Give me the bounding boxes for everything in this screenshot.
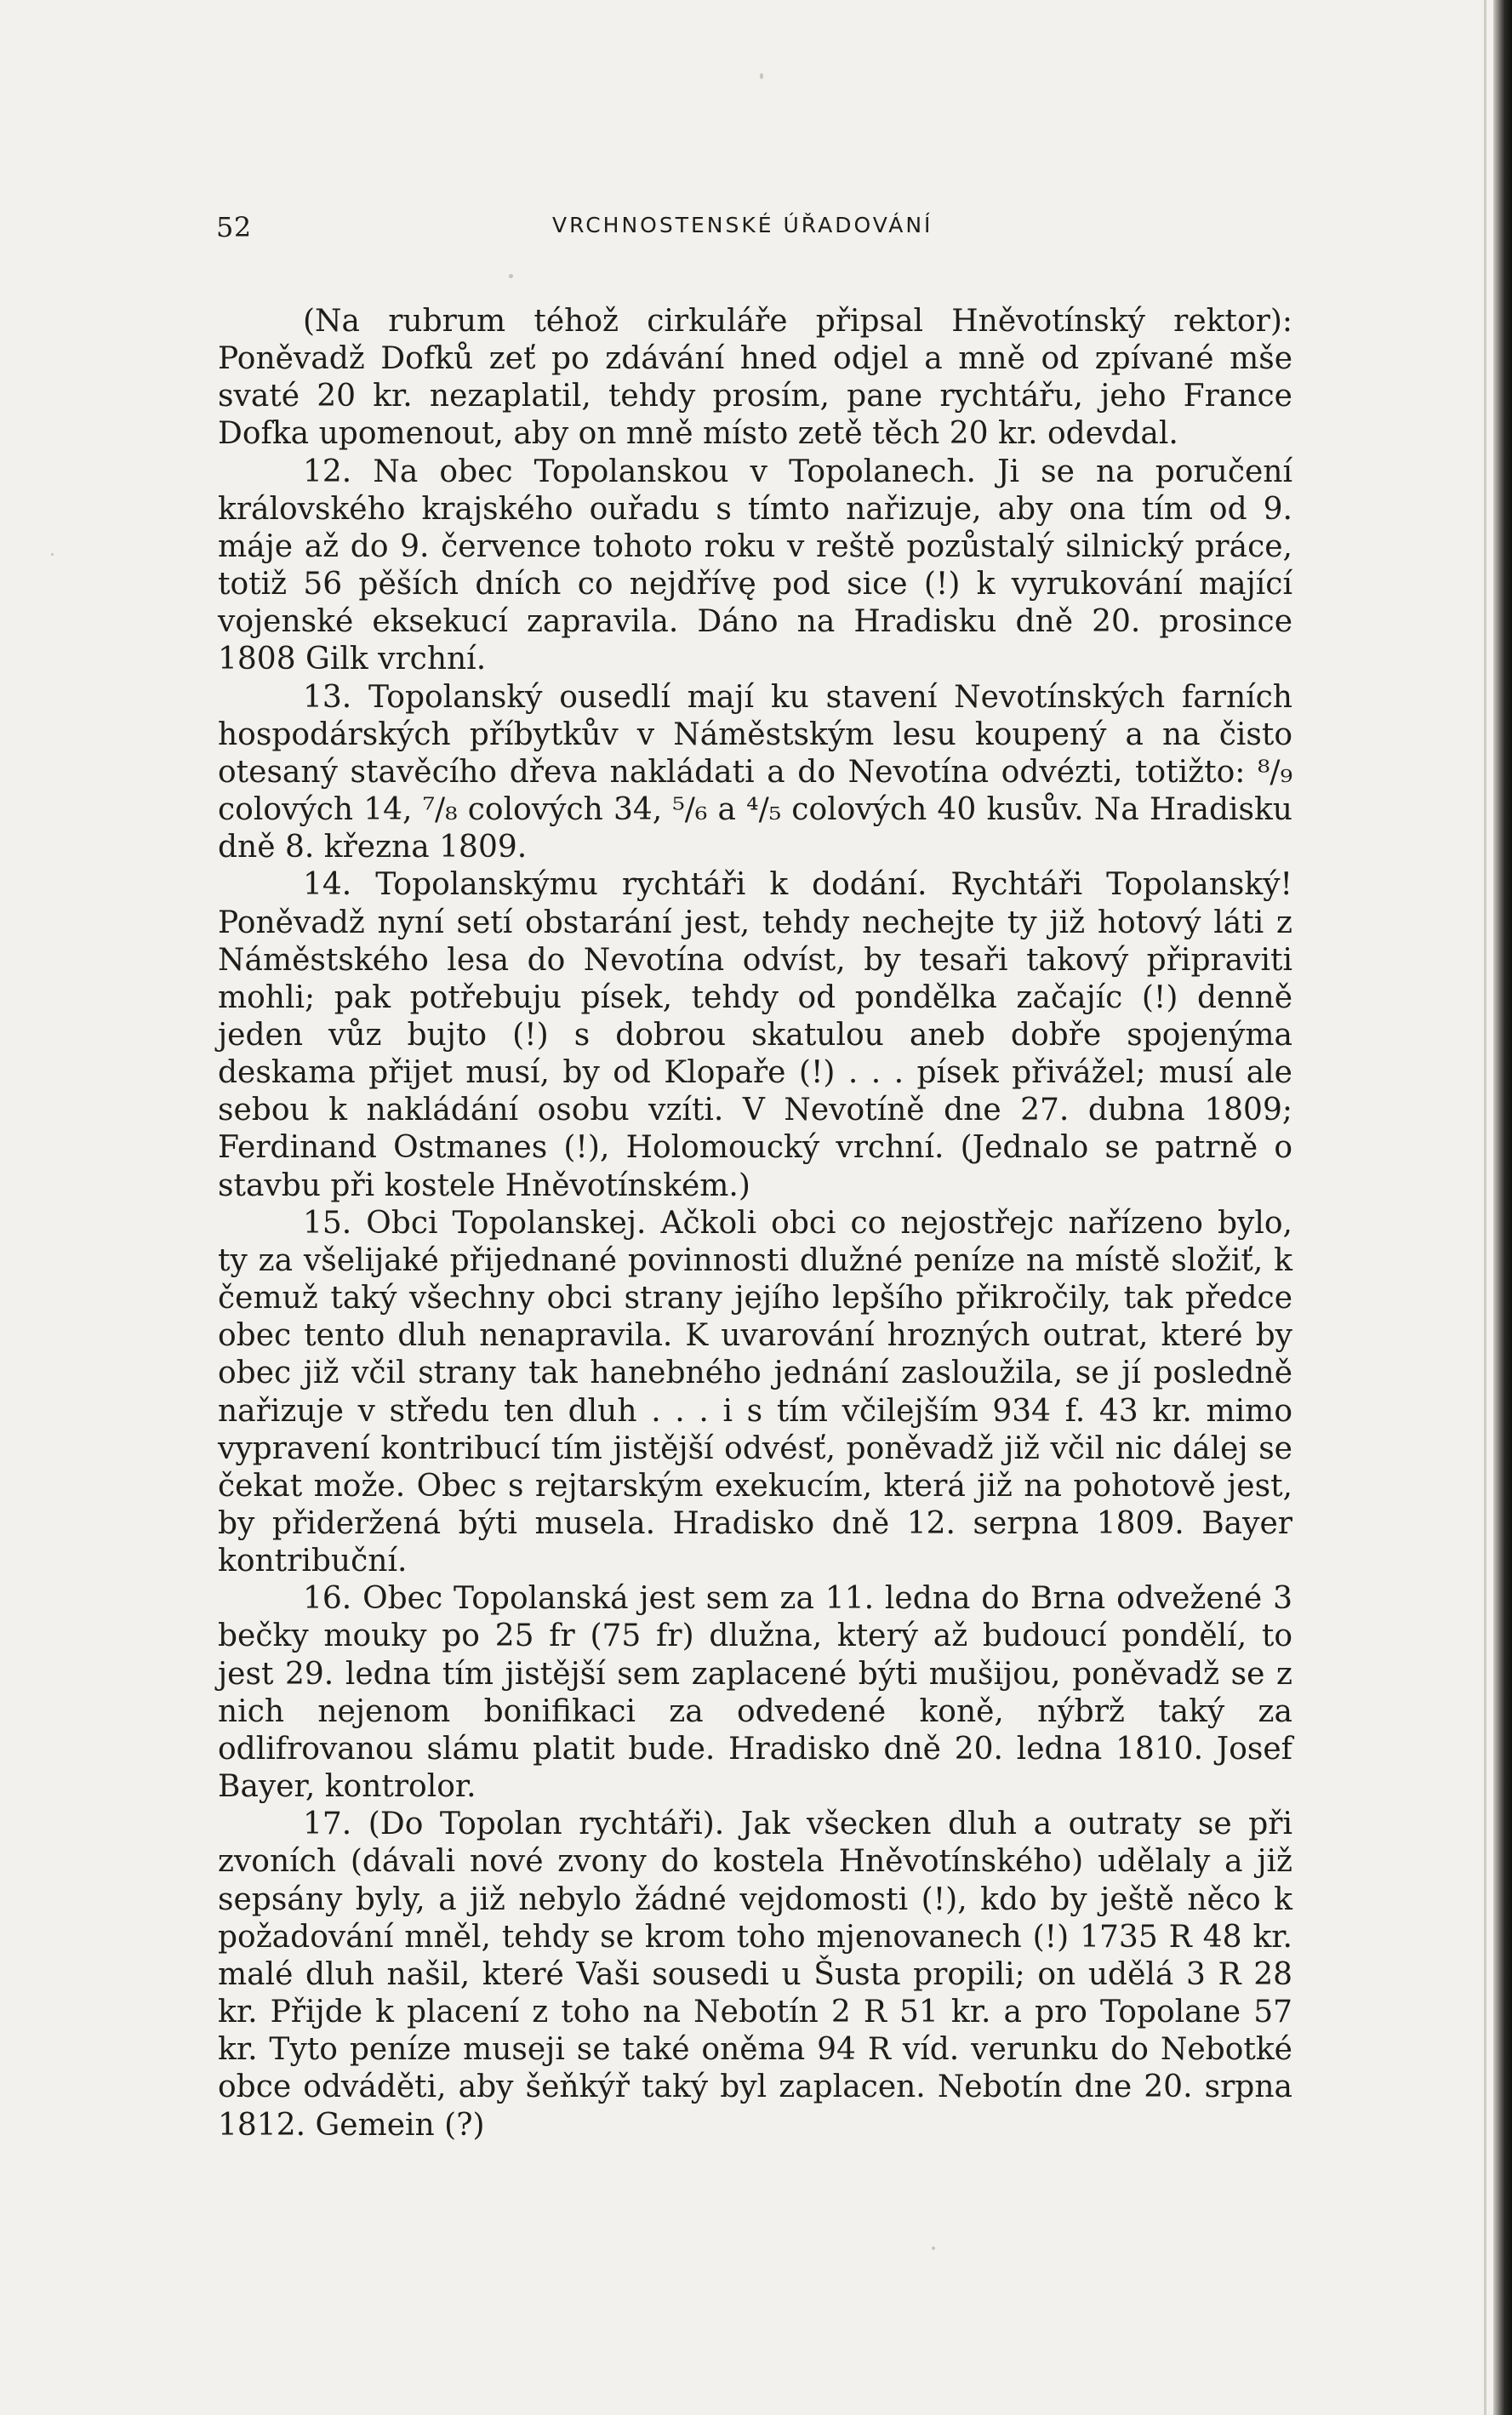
paragraph-16: 16. Obec Topolanská jest sem za 11. ledna do Brna odvežené 3 bečky mouky po 25 fr (75 fr) dlužna, který až budoucí pondělí, to jest 29. ledna tím jistější sem zaplacené býti mušijou, poněvadž se z nich nejenom bonifikaci za odvedené koně, nýbrž taký za odlifrovanou slámu platit bude. Hradisko dně 20. ledna 1810. Josef Bayer, kontrolor. [218,1581,1292,1805]
paragraph-14: 14. Topolanskýmu rychtáři k dodání. Rychtáři Topolanský! Poněvadž nyní setí obstarání jest, tehdy nechejte ty již hotový láti z Náměstského lesa do Nevotína odvíst, by tesaři takový připraviti mohli; pak potřebuju písek, tehdy od pondělka začajíc (!) denně jeden vůz bujto (!) s dobrou skatulou aneb dobře spojenýma deskama přijet musí, by od Klopaře (!) . . . písek přivážel; musí ale sebou k nakládání osobu vzíti. V Nevotíně dne 27. dubna 1809; Ferdinand Ostmanes (!), Holomoucký vrchní. (Jednalo se patrně o stavbu při kostele Hněvotínském.) [218,867,1292,1203]
page-number: 52 [216,211,252,243]
paragraph-17: 17. (Do Topolan rychtáři). Jak všecken dluh a outraty se při zvoních (dávali nové zvony do kostela Hněvotínského) udělaly a již sepsány byly, a již nebylo žádné vejdomosti (!), kdo by ještě něco k požadování mněl, tehdy se krom toho mjenovanech (!) 1735 R 48 kr. malé dluh našil, které Vaši sousedi u Šusta propili; on udělá 3 R 28 kr. Přijde k placení z toho na Nebotín 2 R 51 kr. a pro Topolane 57 kr. Tyto peníze museji se také oněma 94 R víd. verunku do Nebotké obce odváděti, aby šeňkýř taký byl zaplacen. Nebotín dne 20. srpna 1812. Gemein (?) [218,1807,1292,2143]
page-binding-shadow [1484,0,1486,2415]
page-header [216,211,1290,254]
paragraph-12: 12. Na obec Topolanskou v Topolanech. Ji se na poručení královského krajského ouřadu s tímto nařizuje, aby ona tím od 9. máje až do 9. července tohoto roku v reště pozůstalý silnický práce, totiž 56 pěších dních co nejdřívę pod sice (!) k vyrukování mající vojenské eksekucí zapravila. Dáno na Hradisku dně 20. prosince 1808 Gilk vrchní. [218,454,1292,677]
page-edge [1493,0,1512,2415]
running-head: VRCHNOSTENSKÉ ÚŘADOVÁNÍ [552,213,933,237]
body-text [218,303,1292,2144]
paragraph-15: 15. Obci Topolanskej. Ačkoli obci co nejostřejc nařízeno bylo, ty za všelijaké přijednané povinnosti dlužné peníze na místě složiť, k čemuž taký všechny obci strany jejího lepšího přikročily, tak předce obec tento dluh nenapravila. K uvarování hrozných outrat, které by obec již včil strany tak hanebného jednání zasloužila, se jí posledně nařizuje v středu ten dluh . . . i s tím včilejším 934 f. 43 kr. mimo vypravení kontribucí tím jistější odvésť, poněvadž již včil nic dálej se čekat može. Obec s rejtarským exekucím, která již na pohotově jest, by přideržená býti musela. Hradisko dně 12. serpna 1809. Bayer kontribuční. [218,1205,1292,1579]
paragraph-13: 13. Topolanský ousedlí mají ku stavení Nevotínských farních hospodárských příbytkův v Náměstským lesu koupený a na čisto otesaný stavěcího dřeva nakládati a do Nevotína odvézti, totižto: ⁸/₉ colových 14, ⁷/₈ colových 34, ⁵/₆ a ⁴/₅ colových 40 kusův. Na Hradisku dně 8. křezna 1809. [218,679,1292,865]
paragraph-rubrum-note: (Na rubrum téhož cirkuláře připsal Hněvotínský rektor): Poněvadž Dofků zeť po zdávání hned odjel a mně od zpívané mše svaté 20 kr. nezaplatil, tehdy prosím, pane rychtářu, jeho France Dofka upomenout, aby on mně místo zetě těch 20 kr. odevdal. [218,304,1292,452]
